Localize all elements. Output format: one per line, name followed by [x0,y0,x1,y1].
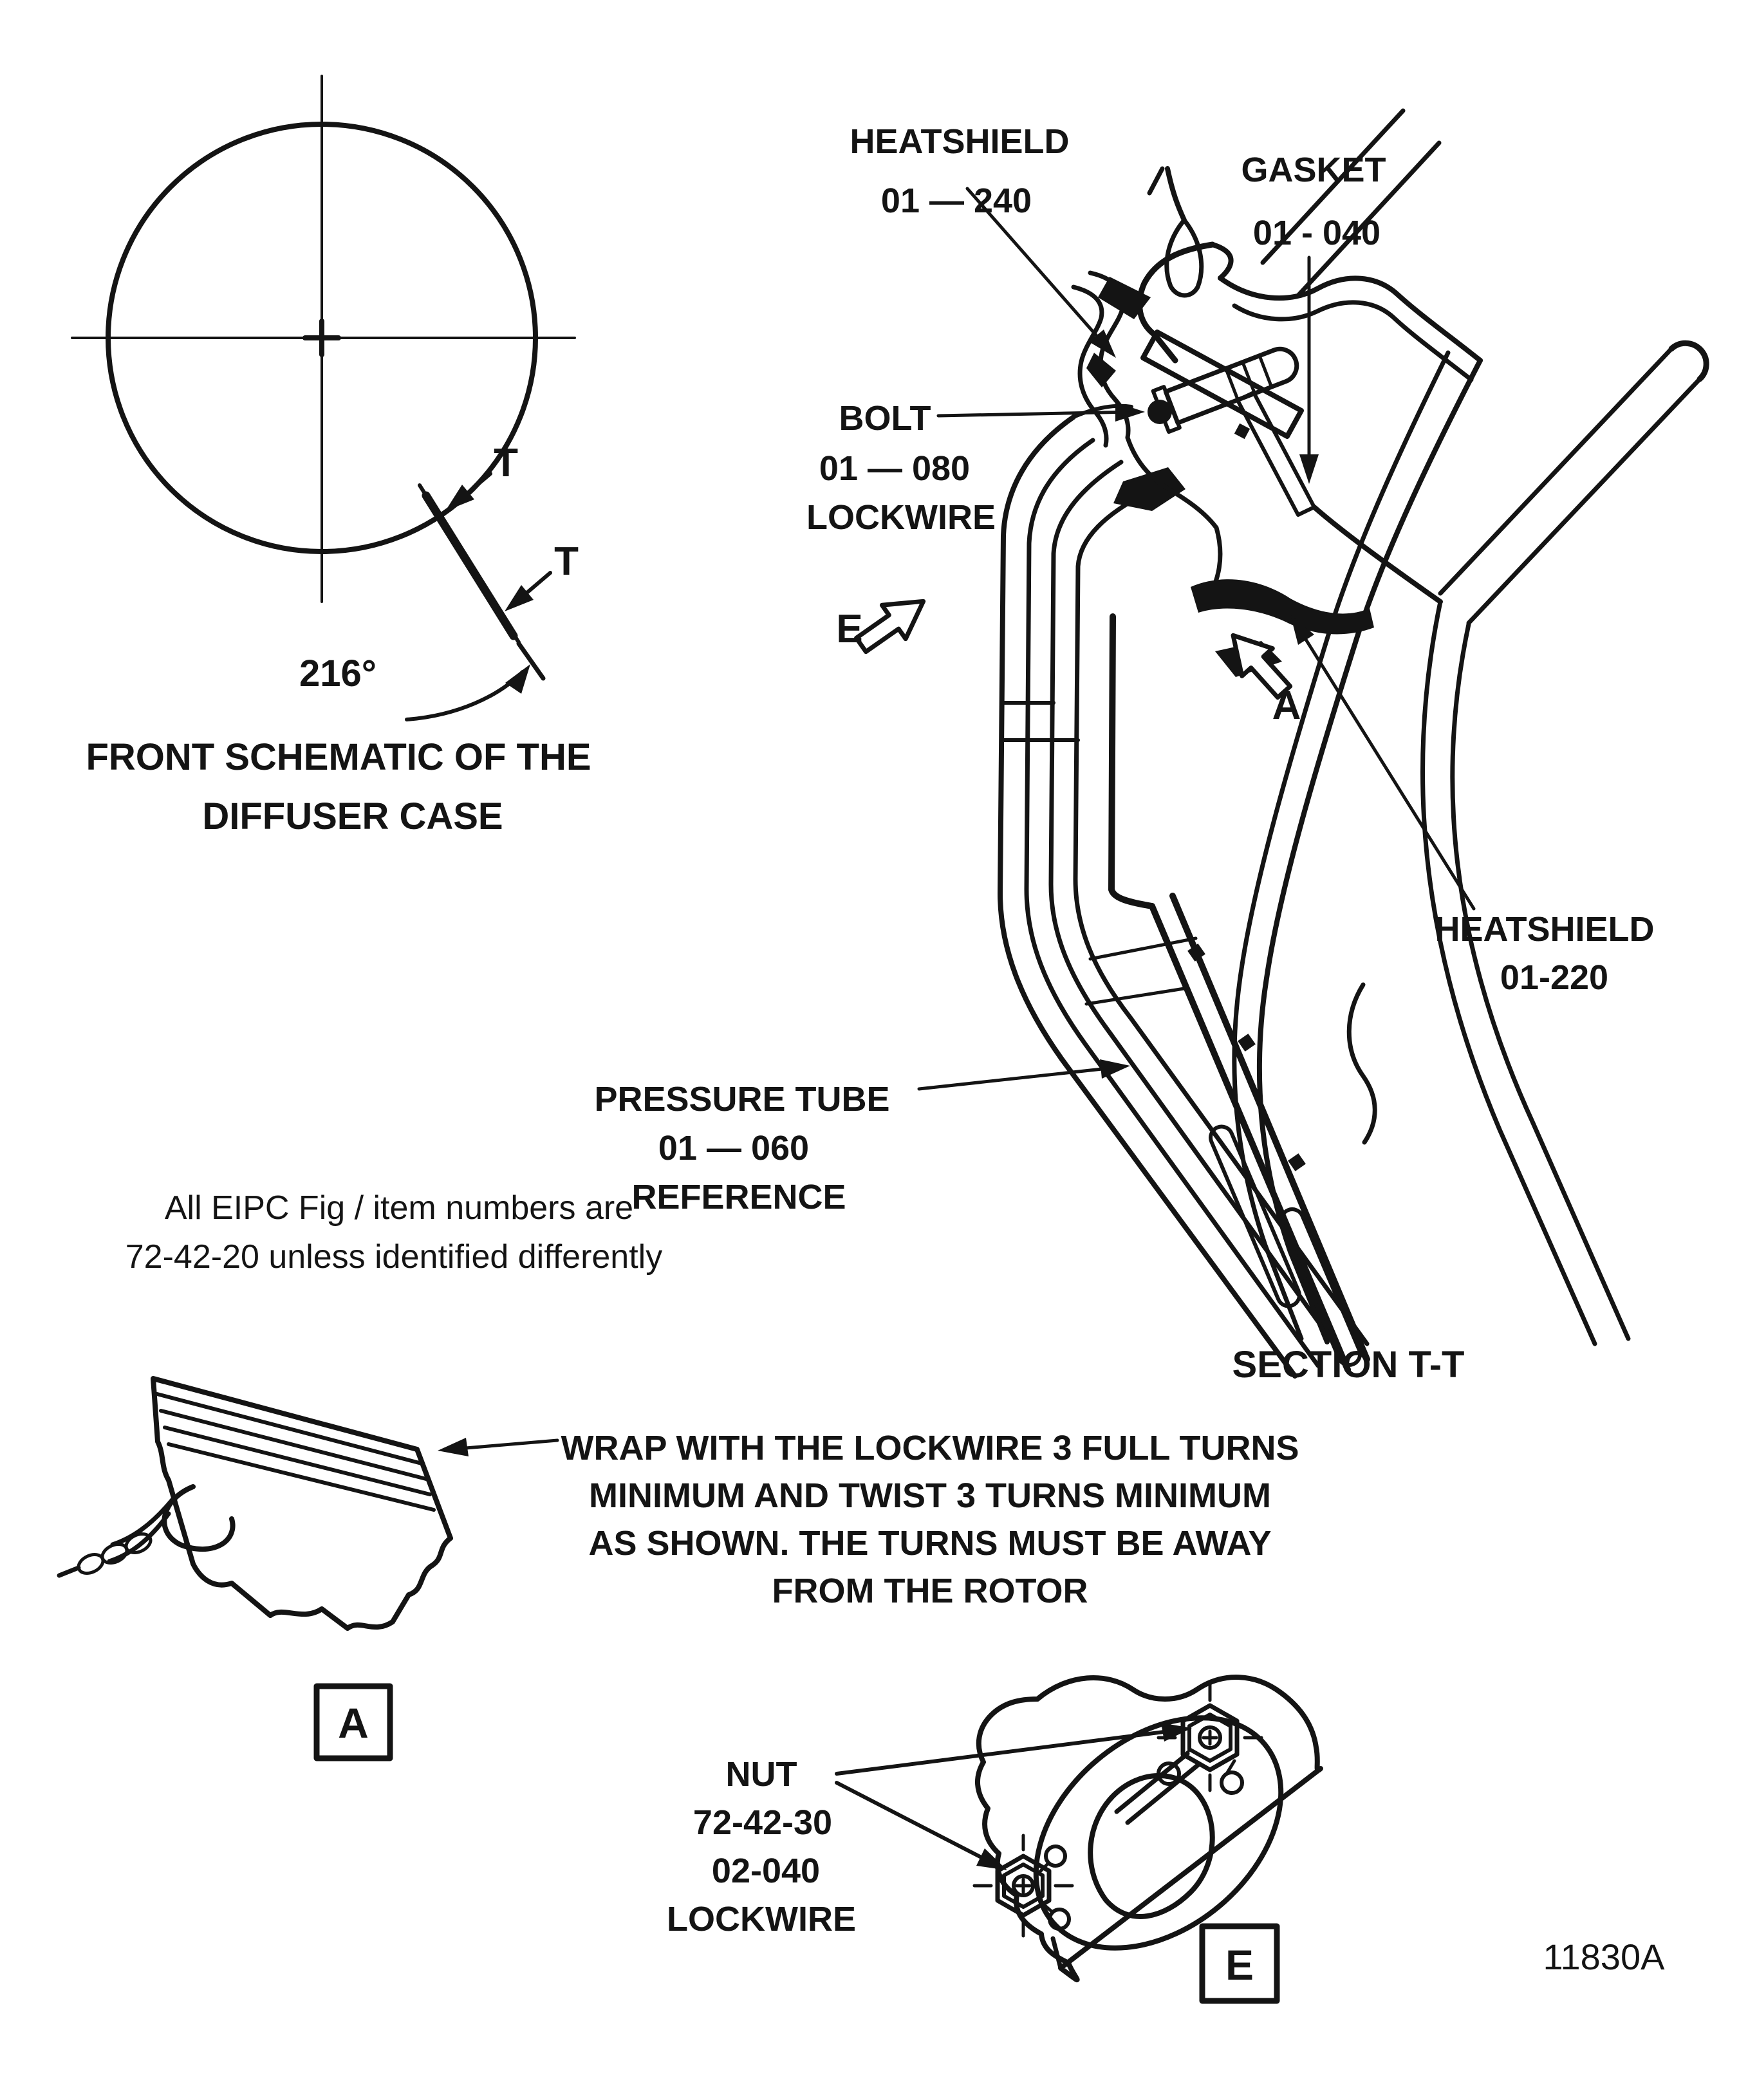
nut-label-line3: 02-040 [711,1852,821,1890]
view-a-marker-label: A [1272,683,1301,728]
section-tt-drawing [594,111,1706,1386]
heatshield-240-label-line1: HEATSHIELD [850,122,1070,161]
view-e-marker-label: E [836,607,863,651]
heatshield-220-label-line1: HEATSHIELD [1435,910,1655,949]
nut-label-line2: 72-42-30 [693,1803,833,1842]
t-arrow-lower-icon [505,573,550,611]
center-cross-icon [305,321,339,355]
angle-label: 216° [299,653,376,694]
section-caption: SECTION T-T [1232,1344,1465,1386]
right-wall-scallop-inner [1234,302,1471,380]
section-marker-t-lower: T [554,539,579,584]
wrap-turn-lines [157,1394,434,1510]
wall-squiggle [1349,985,1375,1142]
pressure-tube-label-line2: 01 — 060 [658,1129,810,1167]
nut-detail-view [667,1671,1326,2001]
bolt-label-line1: BOLT [839,399,931,438]
thin-tube [1440,343,1706,623]
heatshield-220-label-line2: 01-220 [1500,958,1609,997]
wrap-note-line4: FROM THE ROTOR [772,1572,1088,1610]
wrap-note-line2: MINIMUM AND TWIST 3 TURNS MINIMUM [589,1476,1271,1515]
wrap-detail [59,1379,1299,1758]
eipc-note-line1: All EIPC Fig / item numbers are [164,1189,634,1227]
detail-a-marker: A [338,1699,369,1747]
heatshield-240-label-line2: 01 — 240 [880,181,1032,220]
nut-label-line1: NUT [725,1755,797,1794]
detail-e-marker: E [1225,1941,1254,1989]
figure-number: 11830A [1543,1937,1665,1977]
angle-arc-arrow-icon [407,664,530,720]
front-schematic [72,76,591,837]
bolt-head-dot [1148,400,1172,424]
t-arrow-upper-icon [445,474,490,511]
pressure-tube-label-line1: PRESSURE TUBE [594,1080,890,1119]
gasket-label-line1: GASKET [1241,151,1386,189]
right-wall-scallop-outer [1220,278,1480,360]
flange-outline [978,1677,1321,1980]
wrap-note-line3: AS SHOWN. THE TURNS MUST BE AWAY [588,1524,1272,1563]
lower-nut [974,1835,1072,1936]
eipc-note-line2: 72-42-20 unless identified differently [125,1238,663,1276]
pressure-tube-label-line3: REFERENCE [631,1178,846,1216]
bolt-label-line2: 01 — 080 [819,449,971,488]
right-wall-inner [1234,353,1448,1339]
front-schematic-caption-line1: FRONT SCHEMATIC OF THE [86,736,591,778]
lockwire-pigtail [59,1487,233,1577]
gasket-label-line2: 01 - 040 [1252,214,1381,252]
bolt-label-line3: LOCKWIRE [806,498,996,537]
section-marker-t-upper: T [494,441,518,485]
wrap-note-line1: WRAP WITH THE LOCKWIRE 3 FULL TURNS [561,1429,1299,1467]
wrap-leader-icon [438,1438,557,1456]
nut-label-line4: LOCKWIRE [667,1900,856,1938]
flange-strut [1117,1754,1198,1823]
section-line [426,496,514,636]
front-schematic-caption-line2: DIFFUSER CASE [202,795,503,837]
